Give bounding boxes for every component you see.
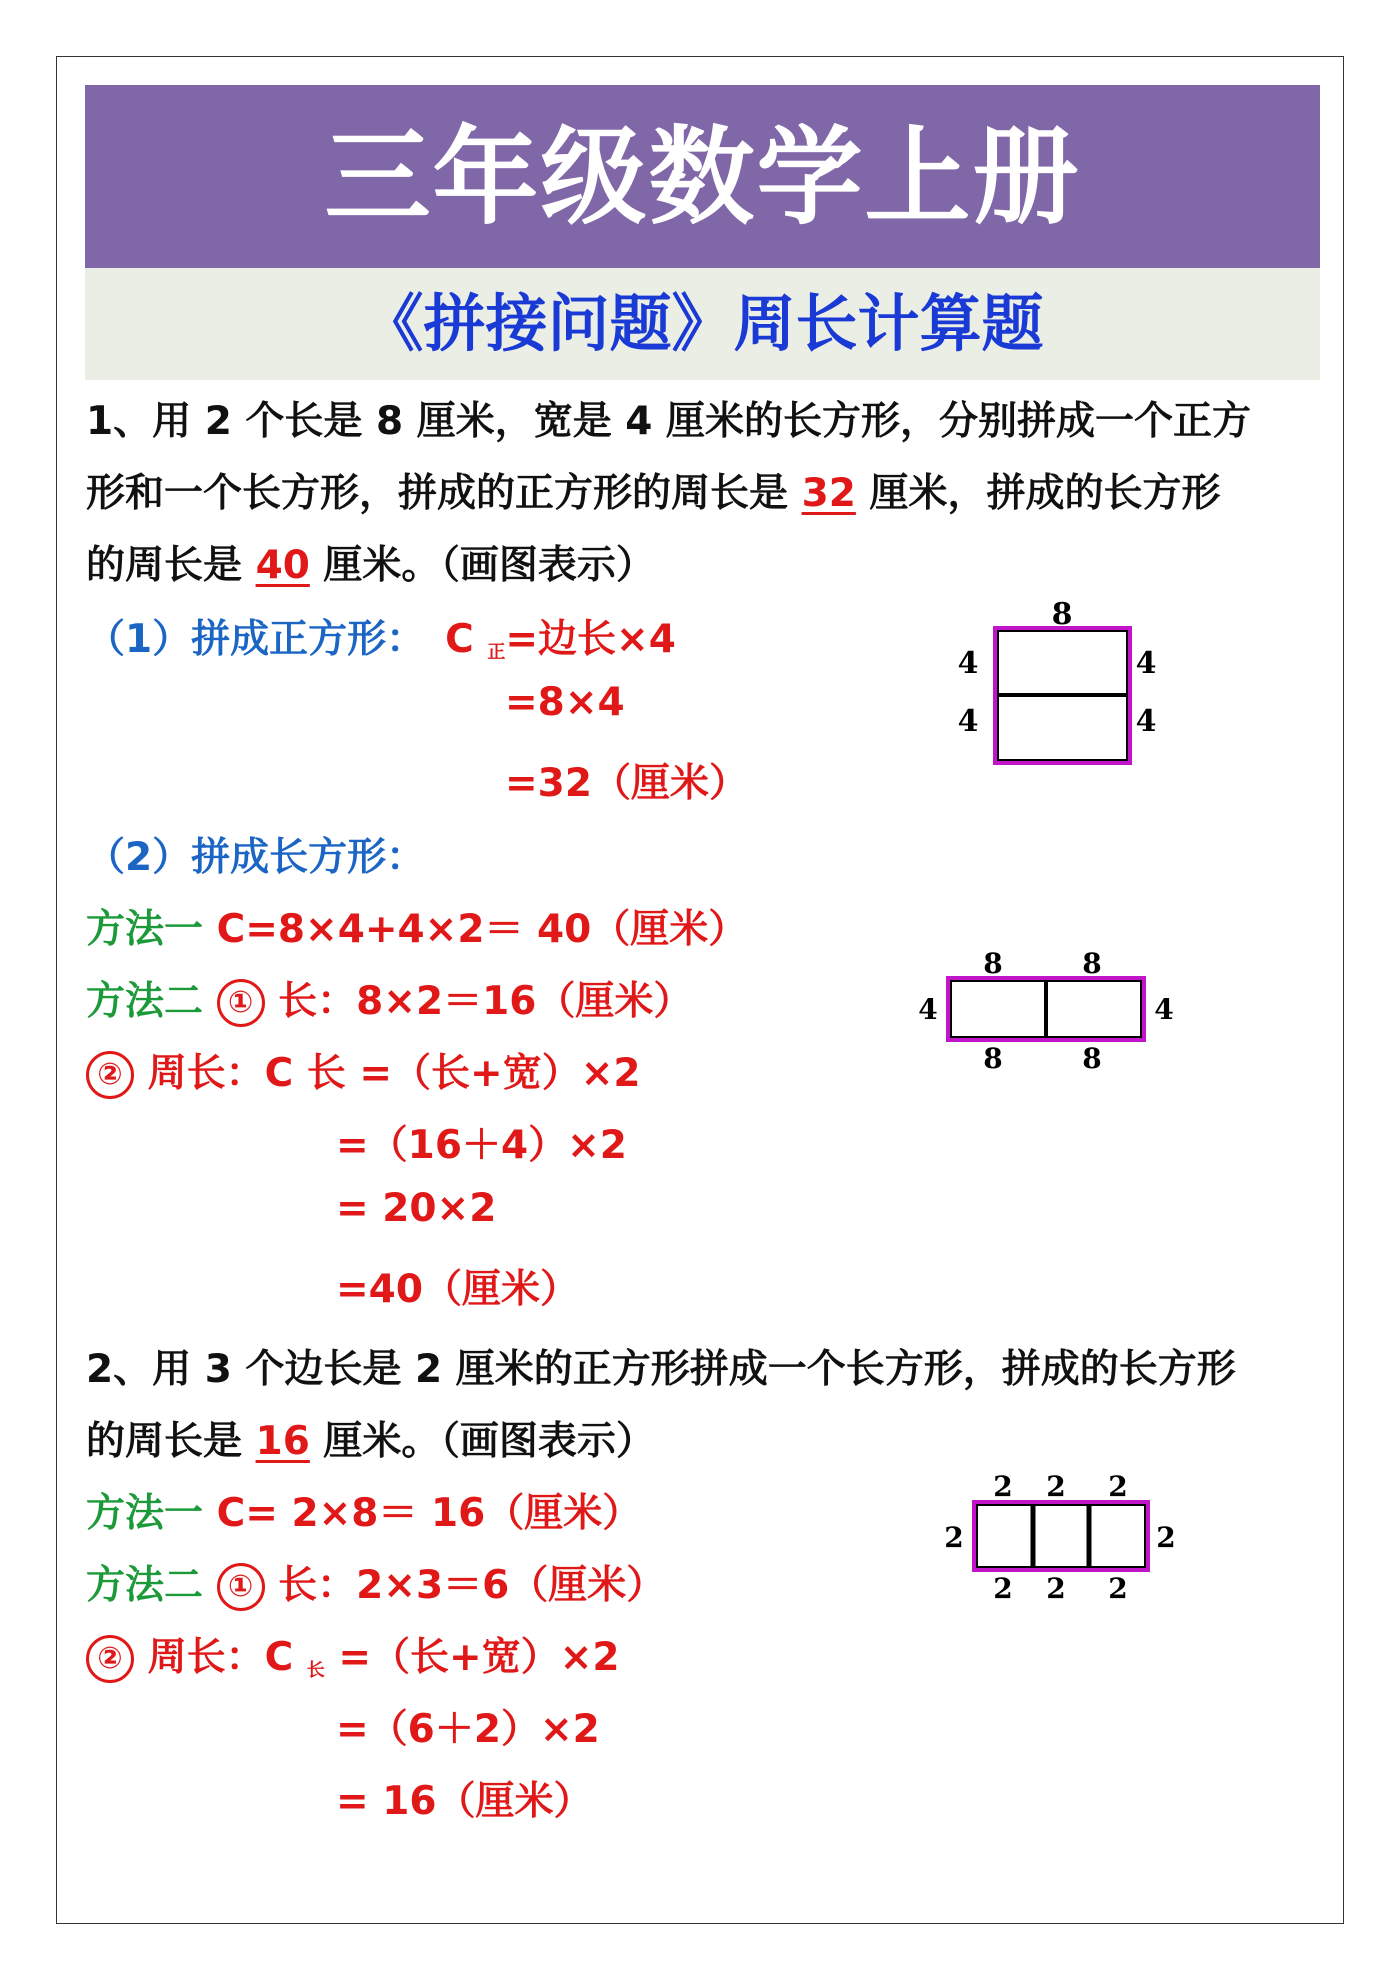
q1-answer-square: 32 (801, 471, 856, 516)
rect-inner-outline (977, 1505, 1145, 1567)
q2-method2-step3: =（6＋2）×2 (336, 1707, 600, 1752)
q2-text-line-1: 2、用 3 个边长是 2 厘米的正方形拼成一个长方形，拼成的长方形 (86, 1347, 1236, 1392)
label-left-top: 4 (957, 646, 979, 681)
q1-method2-step5: =40（厘米） (336, 1267, 579, 1312)
rect-outline (974, 1502, 1148, 1570)
page-title: 三年级数学上册 (85, 85, 1320, 268)
circle-one-icon: ① (217, 1563, 265, 1611)
label-right-top: 4 (1135, 646, 1157, 681)
label-left: 4 (918, 993, 938, 1026)
label-bottom-2: 2 (1046, 1572, 1066, 1605)
q1-rect-diagram (912, 946, 1182, 1076)
q1-text-line-2: 形和一个长方形，拼成的正方形的周长是 32 厘米，拼成的长方形 (86, 471, 1221, 516)
circle-one-icon: ① (217, 979, 265, 1027)
q2-answer: 16 (255, 1419, 310, 1464)
label-bottom-right: 8 (1082, 1042, 1102, 1075)
label-right: 4 (1154, 993, 1174, 1026)
label-top-1: 2 (993, 1470, 1013, 1503)
q1-method2-line: 方法二 ① 长：8×2＝16（厘米） (86, 970, 692, 1027)
circle-two-icon: ② (86, 1051, 134, 1099)
q2-method2-step4: = 16（厘米） (336, 1779, 593, 1824)
page-subtitle: 《拼接问题》周长计算题 (85, 268, 1320, 380)
q2-text-line-2: 的周长是 16 厘米。（画图表示） (86, 1419, 655, 1464)
q1-method1-line: 方法一 C=8×4+4×2＝ 40（厘米） (86, 907, 748, 952)
q1-text-line-1: 1、用 2 个长是 8 厘米，宽是 4 厘米的长方形，分别拼成一个正方 (86, 399, 1252, 444)
label-left-bottom: 4 (957, 704, 979, 739)
q1-part2-label: （2）拼成长方形： (86, 835, 426, 880)
q1-part1-step2: =8×4 (505, 680, 625, 725)
q2-method1-line: 方法一 C= 2×8＝ 16（厘米） (86, 1491, 642, 1536)
q1-square-diagram (940, 598, 1170, 778)
q1-text-line-3: 的周长是 40 厘米。（画图表示） (86, 543, 655, 588)
q1-part1-line: （1）拼成正方形： C $_正$=边长×4 (86, 617, 676, 663)
label-top: 8 (1051, 598, 1073, 632)
label-bottom-1: 2 (993, 1572, 1013, 1605)
label-bottom-left: 8 (983, 1042, 1003, 1075)
label-top-right: 8 (1082, 947, 1102, 980)
q2-method2-line: 方法二 ① 长：2×3＝6（厘米） (86, 1554, 665, 1611)
q1-method2-step2: ② 周长：C 长 =（长+宽）×2 (86, 1042, 641, 1099)
label-top-3: 2 (1108, 1470, 1128, 1503)
circle-two-icon: ② (86, 1635, 134, 1683)
label-left: 2 (944, 1521, 964, 1554)
q1-answer-rect: 40 (255, 543, 310, 588)
q1-part1-step3: =32（厘米） (505, 761, 748, 806)
q2-rect-diagram (930, 1468, 1180, 1608)
label-top-2: 2 (1046, 1470, 1066, 1503)
label-right: 2 (1156, 1521, 1176, 1554)
q1-part1-label: （1）拼成正方形： (86, 617, 426, 662)
q1-method2-step4: = 20×2 (336, 1186, 497, 1231)
label-top-left: 8 (983, 947, 1003, 980)
label-bottom-3: 2 (1108, 1572, 1128, 1605)
q1-method2-step3: =（16＋4）×2 (336, 1123, 627, 1168)
q2-method2-step2: ② 周长：C $_长$ =（长+宽）×2 (86, 1626, 620, 1683)
label-right-bottom: 4 (1135, 704, 1157, 739)
